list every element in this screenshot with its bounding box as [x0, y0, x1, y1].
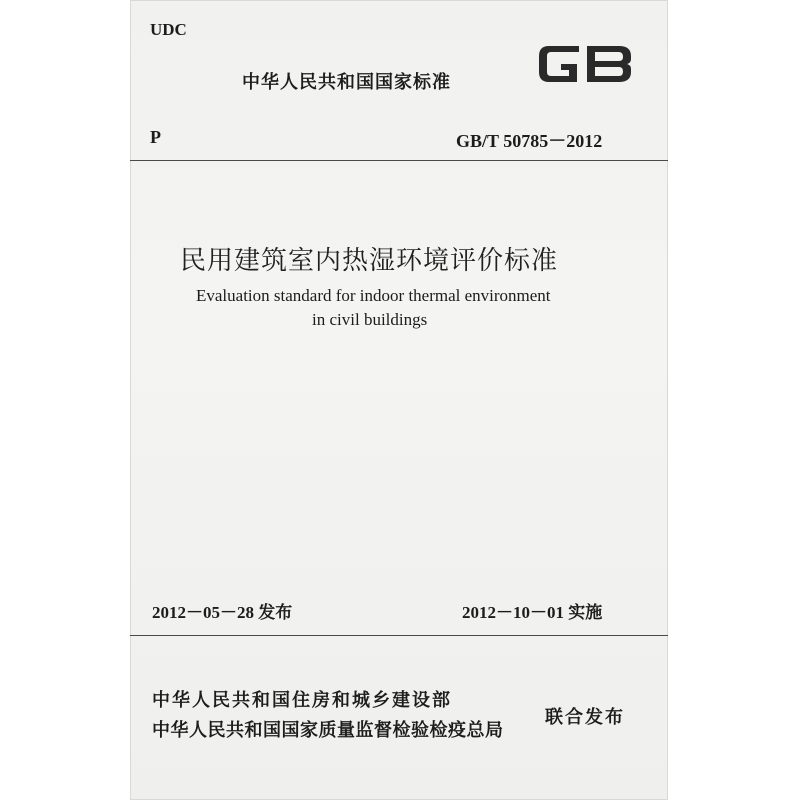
footer-divider	[130, 635, 668, 636]
issue-date: 2012－05－28 发布	[152, 603, 293, 622]
header-divider	[130, 160, 668, 161]
gb-logo-icon	[533, 36, 637, 92]
title-english-line-2: in civil buildings	[312, 310, 428, 329]
udc-label: UDC	[150, 20, 187, 39]
standard-type: 中华人民共和国国家标准	[242, 72, 451, 93]
title-english-line-1: Evaluation standard for indoor thermal environment	[196, 286, 551, 305]
classification-code: P	[150, 127, 161, 147]
issuer-quality-supervision: 中华人民共和国国家质量监督检验检疫总局	[152, 720, 504, 741]
title-chinese: 民用建筑室内热湿环境评价标准	[180, 246, 559, 276]
implementation-date: 2012－10－01 实施	[462, 603, 603, 622]
standard-number: GB/T 50785－2012	[456, 131, 603, 151]
joint-issue-label: 联合发布	[545, 707, 625, 728]
standard-cover	[130, 0, 668, 800]
issuer-ministry-housing: 中华人民共和国住房和城乡建设部	[152, 690, 452, 711]
